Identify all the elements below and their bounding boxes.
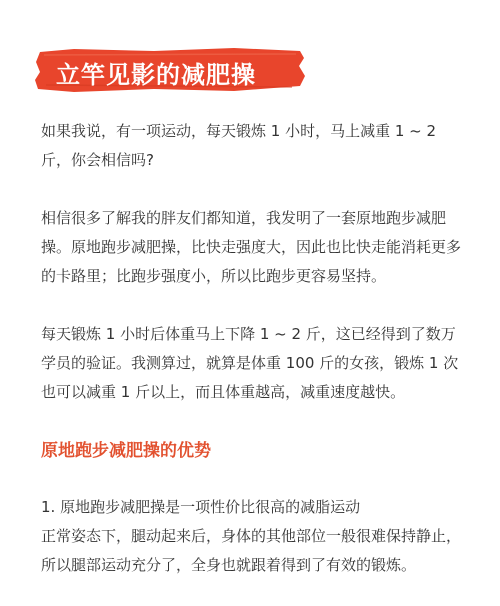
section-heading: 原地跑步减肥操的优势 (41, 441, 211, 461)
advantage-item-title: 1. 原地跑步减肥操是一项性价比很高的减脂运动 (41, 498, 361, 516)
paragraph-method: 相信很多了解我的胖友们都知道，我发明了一套原地跑步减肥操。原地跑步减肥操，比快走强度大，因此也比快走能消耗更多的卡路里；比跑步强度小，所以比跑步更容易坚持。 (41, 209, 462, 285)
advantages-list (41, 493, 467, 580)
paragraph-intro: 如果我说，有一项运动，每天锻炼 1 小时，马上减重 1 ~ 2 斤，你会相信吗? (41, 122, 437, 169)
paragraph-results: 每天锻炼 1 小时后体重马上下降 1 ~ 2 斤，这已经得到了数万学员的验证。我测算过，就算是体重 100 斤的女孩，锻炼 1 次也可以减重 1 斤以上，而且体重越高，减重速度越快。 (41, 325, 459, 401)
title-banner (34, 46, 306, 94)
advantage-item-text: 正常姿态下，腿动起来后，身体的其他部位一般很难保持静止，所以腿部运动充分了，全身也就跟着得到了有效的锻炼。 (41, 527, 462, 574)
article-title: 立竿见影的减肥操 (56, 60, 256, 89)
